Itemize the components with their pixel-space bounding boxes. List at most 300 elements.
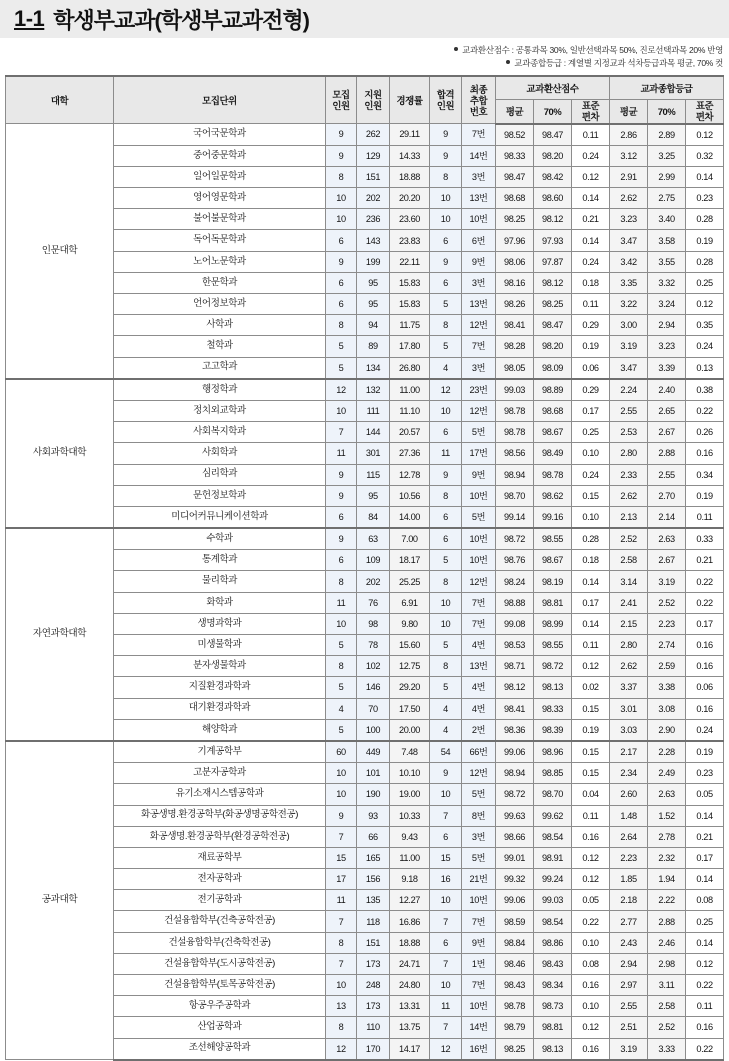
quota-cell: 9 xyxy=(326,528,357,550)
admissions-table xyxy=(5,75,724,1060)
admitted-cell: 4 xyxy=(430,719,462,741)
ratio-cell: 29.20 xyxy=(390,677,430,698)
score-70-cell: 98.33 xyxy=(534,698,572,719)
table-row xyxy=(6,975,724,996)
grade-sd-cell: 0.11 xyxy=(686,506,724,528)
score-sd-cell: 0.15 xyxy=(572,763,610,784)
note-text: 교과환산점수 : 공통과목 30%, 일반선택과목 50%, 진로선택과목 20% 반영 xyxy=(462,45,723,55)
applicants-cell: 144 xyxy=(357,422,390,443)
admitted-cell: 7 xyxy=(430,805,462,826)
unit-cell: 물리학과 xyxy=(114,571,326,592)
score-70-cell: 98.60 xyxy=(534,188,572,209)
score-70-cell: 98.73 xyxy=(534,996,572,1017)
score-avg-cell: 98.72 xyxy=(496,528,534,550)
score-avg-cell: 98.41 xyxy=(496,315,534,336)
grade-avg-cell: 2.62 xyxy=(610,188,648,209)
header-grade-sd-line1: 표준 xyxy=(695,100,714,112)
quota-cell: 9 xyxy=(326,805,357,826)
grade-sd-cell: 0.12 xyxy=(686,124,724,146)
unit-cell: 정치외교학과 xyxy=(114,400,326,421)
waitlist-cell: 5번 xyxy=(462,506,496,528)
applicants-cell: 151 xyxy=(357,932,390,953)
table-row xyxy=(6,422,724,443)
unit-cell: 산업공학과 xyxy=(114,1017,326,1038)
quota-cell: 13 xyxy=(326,996,357,1017)
grade-sd-cell: 0.14 xyxy=(686,805,724,826)
grade-avg-cell: 2.33 xyxy=(610,464,648,485)
applicants-cell: 156 xyxy=(357,869,390,890)
ratio-cell: 18.88 xyxy=(390,932,430,953)
unit-cell: 미디어커뮤니케이션학과 xyxy=(114,506,326,528)
ratio-cell: 9.18 xyxy=(390,869,430,890)
grade-70-cell: 2.58 xyxy=(648,996,686,1017)
grade-sd-cell: 0.14 xyxy=(686,932,724,953)
grade-70-cell: 3.39 xyxy=(648,357,686,379)
quota-cell: 8 xyxy=(326,166,357,187)
admitted-cell: 6 xyxy=(430,932,462,953)
table-row xyxy=(6,315,724,336)
score-avg-cell: 98.94 xyxy=(496,464,534,485)
ratio-cell: 11.00 xyxy=(390,379,430,401)
table-row xyxy=(6,294,724,315)
grade-avg-cell: 2.86 xyxy=(610,124,648,146)
waitlist-cell: 12번 xyxy=(462,315,496,336)
quota-cell: 60 xyxy=(326,741,357,763)
header-college: 대학 xyxy=(6,76,114,123)
score-70-cell: 98.55 xyxy=(534,528,572,550)
score-sd-cell: 0.02 xyxy=(572,677,610,698)
admitted-cell: 10 xyxy=(430,592,462,613)
ratio-cell: 23.60 xyxy=(390,209,430,230)
unit-cell: 건설융합학부(건축학전공) xyxy=(114,932,326,953)
table-row xyxy=(6,443,724,464)
header-quota-line2: 인원 xyxy=(332,100,350,112)
grade-avg-cell: 2.62 xyxy=(610,656,648,677)
grade-avg-cell: 3.47 xyxy=(610,230,648,251)
unit-cell: 건설융합학부(건축공학전공) xyxy=(114,911,326,932)
header-grade-avg: 평균 xyxy=(610,100,648,124)
waitlist-cell: 2번 xyxy=(462,719,496,741)
admitted-cell: 4 xyxy=(430,357,462,379)
bullet-icon xyxy=(506,60,510,64)
header-waitlist xyxy=(462,76,496,123)
ratio-cell: 11.75 xyxy=(390,315,430,336)
quota-cell: 5 xyxy=(326,336,357,357)
college-cell: 자연과학대학 xyxy=(6,528,114,741)
score-70-cell: 99.16 xyxy=(534,506,572,528)
grade-70-cell: 2.63 xyxy=(648,528,686,550)
admitted-cell: 6 xyxy=(430,272,462,293)
quota-cell: 5 xyxy=(326,719,357,741)
admitted-cell: 9 xyxy=(430,763,462,784)
grade-sd-cell: 0.12 xyxy=(686,294,724,315)
unit-cell: 기계공학부 xyxy=(114,741,326,763)
ratio-cell: 12.78 xyxy=(390,464,430,485)
table-row xyxy=(6,1038,724,1060)
grade-70-cell: 2.67 xyxy=(648,550,686,571)
quota-cell: 6 xyxy=(326,506,357,528)
table-row xyxy=(6,911,724,932)
ratio-cell: 12.27 xyxy=(390,890,430,911)
grade-sd-cell: 0.17 xyxy=(686,847,724,868)
grade-70-cell: 2.52 xyxy=(648,592,686,613)
ratio-cell: 13.31 xyxy=(390,996,430,1017)
grade-sd-cell: 0.35 xyxy=(686,315,724,336)
grade-avg-cell: 2.15 xyxy=(610,613,648,634)
applicants-cell: 146 xyxy=(357,677,390,698)
college-cell: 공과대학 xyxy=(6,741,114,1060)
grade-sd-cell: 0.22 xyxy=(686,571,724,592)
grade-avg-cell: 3.14 xyxy=(610,571,648,592)
admitted-cell: 7 xyxy=(430,953,462,974)
waitlist-cell: 10번 xyxy=(462,209,496,230)
score-70-cell: 98.09 xyxy=(534,357,572,379)
ratio-cell: 11.10 xyxy=(390,400,430,421)
score-70-cell: 98.13 xyxy=(534,1038,572,1060)
applicants-cell: 102 xyxy=(357,656,390,677)
score-70-cell: 98.19 xyxy=(534,571,572,592)
table-row xyxy=(6,635,724,656)
admitted-cell: 10 xyxy=(430,784,462,805)
college-cell: 인문대학 xyxy=(6,124,114,379)
table-row xyxy=(6,698,724,719)
ratio-cell: 12.75 xyxy=(390,656,430,677)
score-avg-cell: 99.32 xyxy=(496,869,534,890)
grade-sd-cell: 0.22 xyxy=(686,1038,724,1060)
quota-cell: 8 xyxy=(326,571,357,592)
table-row xyxy=(6,188,724,209)
table-row xyxy=(6,124,724,146)
header-group-score: 교과환산점수 xyxy=(496,76,610,100)
admitted-cell: 4 xyxy=(430,698,462,719)
header-grade-sd xyxy=(686,100,724,124)
grade-sd-cell: 0.23 xyxy=(686,763,724,784)
quota-cell: 4 xyxy=(326,698,357,719)
unit-cell: 사회복지학과 xyxy=(114,422,326,443)
score-70-cell: 98.96 xyxy=(534,741,572,763)
grade-70-cell: 3.08 xyxy=(648,698,686,719)
admitted-cell: 7 xyxy=(430,911,462,932)
score-avg-cell: 98.16 xyxy=(496,272,534,293)
table-row xyxy=(6,719,724,741)
grade-avg-cell: 3.42 xyxy=(610,251,648,272)
score-avg-cell: 99.06 xyxy=(496,741,534,763)
score-avg-cell: 99.63 xyxy=(496,805,534,826)
waitlist-cell: 3번 xyxy=(462,826,496,847)
applicants-cell: 100 xyxy=(357,719,390,741)
grade-sd-cell: 0.14 xyxy=(686,166,724,187)
quota-cell: 6 xyxy=(326,230,357,251)
waitlist-cell: 16번 xyxy=(462,1038,496,1060)
grade-avg-cell: 1.48 xyxy=(610,805,648,826)
waitlist-cell: 9번 xyxy=(462,464,496,485)
score-sd-cell: 0.18 xyxy=(572,272,610,293)
grade-avg-cell: 3.47 xyxy=(610,357,648,379)
score-avg-cell: 99.06 xyxy=(496,890,534,911)
admitted-cell: 12 xyxy=(430,1038,462,1060)
grade-avg-cell: 3.03 xyxy=(610,719,648,741)
score-sd-cell: 0.16 xyxy=(572,826,610,847)
grade-avg-cell: 3.37 xyxy=(610,677,648,698)
score-avg-cell: 98.72 xyxy=(496,784,534,805)
quota-cell: 7 xyxy=(326,953,357,974)
score-sd-cell: 0.11 xyxy=(572,124,610,146)
grade-sd-cell: 0.38 xyxy=(686,379,724,401)
score-70-cell: 98.43 xyxy=(534,953,572,974)
grade-sd-cell: 0.21 xyxy=(686,826,724,847)
grade-sd-cell: 0.12 xyxy=(686,953,724,974)
unit-cell: 노어노문학과 xyxy=(114,251,326,272)
score-avg-cell: 98.25 xyxy=(496,209,534,230)
applicants-cell: 118 xyxy=(357,911,390,932)
score-70-cell: 98.12 xyxy=(534,209,572,230)
score-sd-cell: 0.14 xyxy=(572,188,610,209)
header-score-avg: 평균 xyxy=(496,100,534,124)
score-sd-cell: 0.14 xyxy=(572,613,610,634)
admitted-cell: 5 xyxy=(430,336,462,357)
score-70-cell: 98.62 xyxy=(534,485,572,506)
waitlist-cell: 10번 xyxy=(462,485,496,506)
ratio-cell: 10.10 xyxy=(390,763,430,784)
score-70-cell: 98.47 xyxy=(534,315,572,336)
score-70-cell: 99.62 xyxy=(534,805,572,826)
admitted-cell: 12 xyxy=(430,379,462,401)
unit-cell: 건설융합학부(도시공학전공) xyxy=(114,953,326,974)
grade-sd-cell: 0.13 xyxy=(686,357,724,379)
header-applicants xyxy=(357,76,390,123)
grade-avg-cell: 2.17 xyxy=(610,741,648,763)
applicants-cell: 95 xyxy=(357,485,390,506)
waitlist-cell: 7번 xyxy=(462,124,496,146)
score-avg-cell: 98.70 xyxy=(496,485,534,506)
waitlist-cell: 8번 xyxy=(462,805,496,826)
applicants-cell: 115 xyxy=(357,464,390,485)
grade-avg-cell: 2.94 xyxy=(610,953,648,974)
grade-avg-cell: 2.80 xyxy=(610,443,648,464)
grade-sd-cell: 0.34 xyxy=(686,464,724,485)
admitted-cell: 5 xyxy=(430,677,462,698)
score-sd-cell: 0.29 xyxy=(572,315,610,336)
unit-cell: 분자생물학과 xyxy=(114,656,326,677)
unit-cell: 심리학과 xyxy=(114,464,326,485)
applicants-cell: 109 xyxy=(357,550,390,571)
score-avg-cell: 98.12 xyxy=(496,677,534,698)
admitted-cell: 6 xyxy=(430,826,462,847)
grade-avg-cell: 2.64 xyxy=(610,826,648,847)
grade-sd-cell: 0.25 xyxy=(686,272,724,293)
admitted-cell: 6 xyxy=(430,506,462,528)
grade-sd-cell: 0.17 xyxy=(686,613,724,634)
grade-70-cell: 3.11 xyxy=(648,975,686,996)
grade-sd-cell: 0.16 xyxy=(686,1017,724,1038)
header-ratio: 경쟁률 xyxy=(390,76,430,123)
quota-cell: 10 xyxy=(326,784,357,805)
applicants-cell: 173 xyxy=(357,996,390,1017)
applicants-cell: 190 xyxy=(357,784,390,805)
waitlist-cell: 12번 xyxy=(462,400,496,421)
header-waitlist-line2: 추합 xyxy=(469,94,488,106)
unit-cell: 생명과학과 xyxy=(114,613,326,634)
score-70-cell: 98.67 xyxy=(534,550,572,571)
grade-avg-cell: 2.97 xyxy=(610,975,648,996)
waitlist-cell: 7번 xyxy=(462,911,496,932)
table-row xyxy=(6,677,724,698)
grade-70-cell: 2.52 xyxy=(648,1017,686,1038)
unit-cell: 항공우주공학과 xyxy=(114,996,326,1017)
applicants-cell: 170 xyxy=(357,1038,390,1060)
unit-cell: 한문학과 xyxy=(114,272,326,293)
grade-avg-cell: 1.85 xyxy=(610,869,648,890)
score-70-cell: 98.85 xyxy=(534,763,572,784)
grade-sd-cell: 0.14 xyxy=(686,869,724,890)
score-sd-cell: 0.16 xyxy=(572,1038,610,1060)
quota-cell: 10 xyxy=(326,613,357,634)
grade-70-cell: 3.23 xyxy=(648,336,686,357)
applicants-cell: 132 xyxy=(357,379,390,401)
quota-cell: 6 xyxy=(326,550,357,571)
grade-avg-cell: 2.51 xyxy=(610,1017,648,1038)
grade-70-cell: 3.33 xyxy=(648,1038,686,1060)
grade-avg-cell: 2.80 xyxy=(610,635,648,656)
score-sd-cell: 0.14 xyxy=(572,571,610,592)
grade-avg-cell: 2.34 xyxy=(610,763,648,784)
waitlist-cell: 4번 xyxy=(462,677,496,698)
ratio-cell: 15.60 xyxy=(390,635,430,656)
unit-cell: 건설융합학부(토목공학전공) xyxy=(114,975,326,996)
score-70-cell: 98.54 xyxy=(534,826,572,847)
score-avg-cell: 99.08 xyxy=(496,613,534,634)
ratio-cell: 6.91 xyxy=(390,592,430,613)
header-score-sd-line2: 편차 xyxy=(581,111,600,123)
grade-avg-cell: 3.22 xyxy=(610,294,648,315)
unit-cell: 국어국문학과 xyxy=(114,124,326,146)
grade-70-cell: 3.19 xyxy=(648,571,686,592)
score-sd-cell: 0.29 xyxy=(572,379,610,401)
admitted-cell: 7 xyxy=(430,1017,462,1038)
score-avg-cell: 99.03 xyxy=(496,379,534,401)
grade-70-cell: 2.98 xyxy=(648,953,686,974)
grade-sd-cell: 0.19 xyxy=(686,485,724,506)
admitted-cell: 10 xyxy=(430,400,462,421)
unit-cell: 미생물학과 xyxy=(114,635,326,656)
unit-cell: 화공생명.환경공학부(환경공학전공) xyxy=(114,826,326,847)
waitlist-cell: 1번 xyxy=(462,953,496,974)
table-row xyxy=(6,953,724,974)
grade-avg-cell: 3.19 xyxy=(610,1038,648,1060)
score-sd-cell: 0.08 xyxy=(572,953,610,974)
applicants-cell: 301 xyxy=(357,443,390,464)
grade-70-cell: 1.94 xyxy=(648,869,686,890)
grade-70-cell: 2.65 xyxy=(648,400,686,421)
waitlist-cell: 21번 xyxy=(462,869,496,890)
quota-cell: 11 xyxy=(326,592,357,613)
table-row xyxy=(6,400,724,421)
ratio-cell: 7.00 xyxy=(390,528,430,550)
table-row xyxy=(6,932,724,953)
admitted-cell: 15 xyxy=(430,847,462,868)
table-row xyxy=(6,550,724,571)
waitlist-cell: 10번 xyxy=(462,996,496,1017)
grade-sd-cell: 0.16 xyxy=(686,635,724,656)
college-cell: 사회과학대학 xyxy=(6,379,114,528)
score-70-cell: 98.47 xyxy=(534,124,572,146)
score-avg-cell: 98.94 xyxy=(496,763,534,784)
unit-cell: 지질환경과학과 xyxy=(114,677,326,698)
grade-avg-cell: 3.19 xyxy=(610,336,648,357)
score-70-cell: 98.42 xyxy=(534,166,572,187)
admitted-cell: 10 xyxy=(430,209,462,230)
grade-70-cell: 2.59 xyxy=(648,656,686,677)
admitted-cell: 8 xyxy=(430,571,462,592)
table-row xyxy=(6,763,724,784)
waitlist-cell: 14번 xyxy=(462,145,496,166)
unit-cell: 통계학과 xyxy=(114,550,326,571)
header-unit: 모집단위 xyxy=(114,76,326,123)
grade-avg-cell: 2.24 xyxy=(610,379,648,401)
score-avg-cell: 98.36 xyxy=(496,719,534,741)
admitted-cell: 8 xyxy=(430,166,462,187)
header-row-top xyxy=(6,76,724,100)
ratio-cell: 17.80 xyxy=(390,336,430,357)
grade-avg-cell: 3.12 xyxy=(610,145,648,166)
grade-sd-cell: 0.26 xyxy=(686,422,724,443)
applicants-cell: 98 xyxy=(357,613,390,634)
grade-avg-cell: 2.91 xyxy=(610,166,648,187)
score-avg-cell: 98.66 xyxy=(496,826,534,847)
score-sd-cell: 0.22 xyxy=(572,911,610,932)
admitted-cell: 9 xyxy=(430,124,462,146)
admitted-cell: 9 xyxy=(430,251,462,272)
table-row xyxy=(6,230,724,251)
applicants-cell: 66 xyxy=(357,826,390,847)
score-avg-cell: 99.14 xyxy=(496,506,534,528)
admissions-table-wrap xyxy=(0,75,729,1060)
grade-avg-cell: 2.23 xyxy=(610,847,648,868)
admitted-cell: 11 xyxy=(430,443,462,464)
table-row xyxy=(6,336,724,357)
quota-cell: 6 xyxy=(326,272,357,293)
score-avg-cell: 98.79 xyxy=(496,1017,534,1038)
unit-cell: 전자공학과 xyxy=(114,869,326,890)
admitted-cell: 8 xyxy=(430,315,462,336)
admitted-cell: 6 xyxy=(430,230,462,251)
waitlist-cell: 12번 xyxy=(462,571,496,592)
waitlist-cell: 23번 xyxy=(462,379,496,401)
ratio-cell: 14.00 xyxy=(390,506,430,528)
score-sd-cell: 0.14 xyxy=(572,230,610,251)
waitlist-cell: 5번 xyxy=(462,422,496,443)
ratio-cell: 27.36 xyxy=(390,443,430,464)
score-70-cell: 97.87 xyxy=(534,251,572,272)
quota-cell: 6 xyxy=(326,294,357,315)
ratio-cell: 23.83 xyxy=(390,230,430,251)
admitted-cell: 10 xyxy=(430,890,462,911)
ratio-cell: 20.20 xyxy=(390,188,430,209)
header-admitted-line2: 인원 xyxy=(436,100,455,112)
waitlist-cell: 13번 xyxy=(462,188,496,209)
ratio-cell: 18.88 xyxy=(390,166,430,187)
grade-sd-cell: 0.22 xyxy=(686,975,724,996)
applicants-cell: 89 xyxy=(357,336,390,357)
applicants-cell: 95 xyxy=(357,272,390,293)
quota-cell: 11 xyxy=(326,443,357,464)
score-avg-cell: 98.33 xyxy=(496,145,534,166)
quota-cell: 8 xyxy=(326,932,357,953)
grade-70-cell: 3.58 xyxy=(648,230,686,251)
grade-sd-cell: 0.05 xyxy=(686,784,724,805)
applicants-cell: 111 xyxy=(357,400,390,421)
score-70-cell: 98.81 xyxy=(534,1017,572,1038)
